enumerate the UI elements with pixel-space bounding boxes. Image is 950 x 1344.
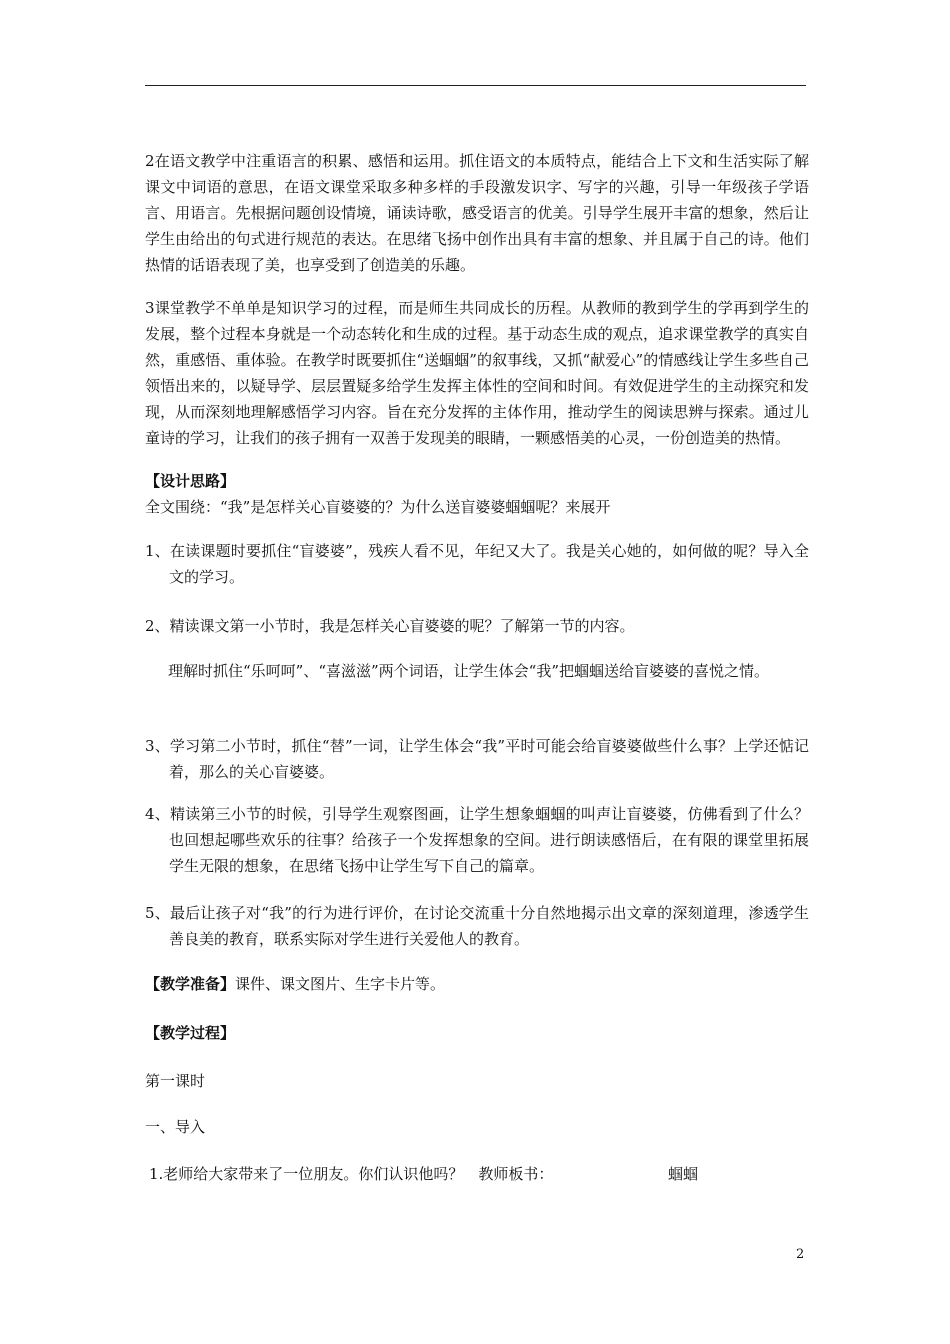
lesson-title: 第一课时 [145, 1072, 206, 1090]
paragraph-2: 2在语文教学中注重语言的积累、感悟和运用。抓住语文的本质特点，能结合上下文和生活实际了解课文中词语的意思，在语文课堂采取多种多样的手段激发识字、写字的兴趣，引导一年级孩子学语言、用语言。先根据问题创设情境，诵读诗歌，感受语言的优美。引导学生展开丰富的想象，然后让学生由给出的句式进行规范的表达。在思绪飞扬中创作出具有丰富的想象、并且属于自己的诗。他们热情的话语表现了美，也享受到了创造美的乐趣。 [145, 152, 809, 274]
board-writing: 蝈蝈 [668, 1165, 699, 1183]
header-rule [145, 85, 806, 86]
page-number: 2 [796, 1247, 805, 1262]
process-heading: 【教学过程】 [145, 1024, 236, 1042]
design-item-1: 1、在读课题时要抓住“盲婆婆”，残疾人看不见，年纪又大了。我是关心她的，如何做的呢？导入全文的学习。 [145, 542, 809, 586]
step-1: 1.老师给大家带来了一位朋友。你们认识他吗？ 教师板书： [149, 1165, 554, 1183]
design-item-4: 4、精读第三小节的时候，引导学生观察图画，让学生想象蝈蝈的叫声让盲婆婆，仿佛看到了什么？也回想起哪些欢乐的往事？给孩子一个发挥想象的空间。进行朗读感悟后，在有限的课堂里拓展学生无限的想象，在思绪飞扬中让学生写下自己的篇章。 [145, 805, 809, 875]
design-intro: 全文围绕：“我”是怎样关心盲婆婆的？为什么送盲婆婆蝈蝈呢？来展开 [145, 498, 611, 516]
design-item-2: 2、精读课文第一小节时，我是怎样关心盲婆婆的呢？了解第一节的内容。 [145, 617, 635, 635]
design-heading: 【设计思路】 [145, 472, 236, 490]
prep-text: 课件、课文图片、生字卡片等。 [235, 975, 446, 993]
design-item-3: 3、学习第二小节时，抓住“替”一词，让学生体会“我”平时可能会给盲婆婆做些什么事？上学还惦记着，那么的关心盲婆婆。 [145, 737, 809, 781]
prep-line [145, 971, 445, 997]
prep-heading: 【教学准备】 [145, 975, 236, 993]
design-item-5: 5、最后让孩子对“我”的行为进行评价，在讨论交流重十分自然地揭示出文章的深刻道理，渗透学生善良美的教育，联系实际对学生进行关爱他人的教育。 [145, 904, 809, 948]
paragraph-3: 3课堂教学不单单是知识学习的过程，而是师生共同成长的历程。从教师的教到学生的学再到学生的发展，整个过程本身就是一个动态转化和生成的过程。基于动态生成的观点，追求课堂教学的真实自然，重感悟、重体验。在教学时既要抓住“送蝈蝈”的叙事线，又抓“献爱心”的情感线让学生多些自己领悟出来的，以疑导学、层层置疑多给学生发挥主体性的空间和时间。有效促进学生的主动探究和发现，从而深刻地理解感悟学习内容。旨在充分发挥的主体作用，推动学生的阅读思辨与探索。通过儿童诗的学习，让我们的孩子拥有一双善于发现美的眼睛，一颗感悟美的心灵，一份创造美的热情。 [145, 299, 809, 447]
design-item-2-detail: 理解时抓住“乐呵呵”、“喜滋滋”两个词语，让学生体会“我”把蝈蝈送给盲婆婆的喜悦之情。 [168, 662, 770, 680]
section-title: 一、导入 [145, 1118, 206, 1136]
